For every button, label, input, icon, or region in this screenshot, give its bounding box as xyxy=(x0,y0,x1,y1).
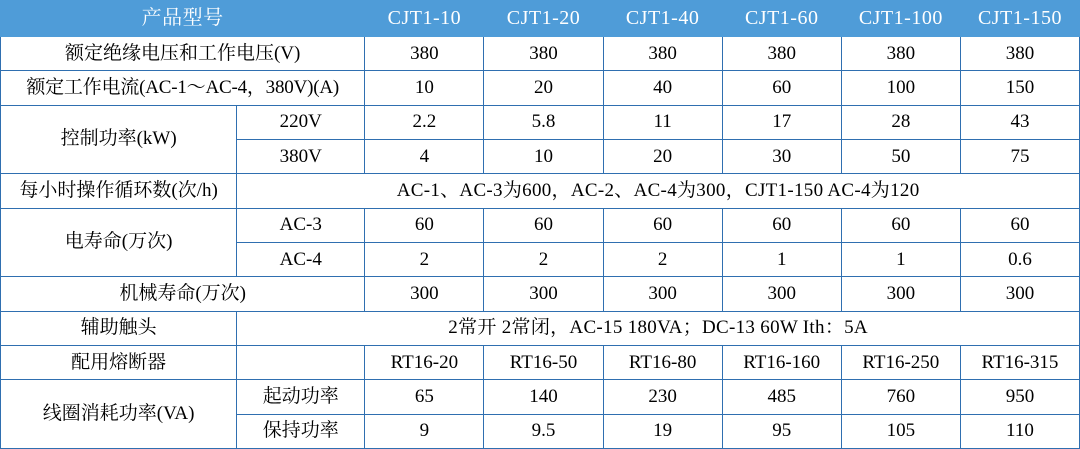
cell-value: 60 xyxy=(365,208,484,242)
cell-value: 110 xyxy=(960,414,1079,448)
cell-value: RT16-160 xyxy=(722,345,841,379)
row-label-fuse: 配用熔断器 xyxy=(1,345,237,379)
cell-value: 380 xyxy=(603,36,722,70)
cell-value: 230 xyxy=(603,380,722,414)
cell-value: 10 xyxy=(365,71,484,105)
sub-label-ac4: AC-4 xyxy=(237,242,365,276)
cell-value: 4 xyxy=(365,139,484,173)
cell-value: 40 xyxy=(603,71,722,105)
cell-value: 60 xyxy=(722,208,841,242)
sub-label-holding-power: 保持功率 xyxy=(237,414,365,448)
cell-value: 19 xyxy=(603,414,722,448)
header-title: 产品型号 xyxy=(1,1,365,37)
sub-label-starting-power: 起动功率 xyxy=(237,380,365,414)
cell-value: 9.5 xyxy=(484,414,603,448)
cell-value: 140 xyxy=(484,380,603,414)
sub-label-380v: 380V xyxy=(237,139,365,173)
cell-value: 1 xyxy=(841,242,960,276)
row-label-electrical-life: 电寿命(万次) xyxy=(1,208,237,277)
header-model-4: CJT1-60 xyxy=(722,1,841,37)
header-model-5: CJT1-100 xyxy=(841,1,960,37)
cell-value: 0.6 xyxy=(960,242,1079,276)
cell-value: 95 xyxy=(722,414,841,448)
cell-value: 2 xyxy=(603,242,722,276)
header-model-6: CJT1-150 xyxy=(960,1,1079,37)
cell-value: 11 xyxy=(603,105,722,139)
table-row xyxy=(1,71,1080,105)
cell-value: 50 xyxy=(841,139,960,173)
cell-value: 1 xyxy=(722,242,841,276)
cell-value: 20 xyxy=(484,71,603,105)
cell-value: RT16-50 xyxy=(484,345,603,379)
cell-value: 17 xyxy=(722,105,841,139)
cell-value: RT16-315 xyxy=(960,345,1079,379)
row-label-coil-power: 线圈消耗功率(VA) xyxy=(1,380,237,449)
table-row xyxy=(1,36,1080,70)
row-note-auxiliary-contacts: 2常开 2常闭，AC-15 180VA；DC-13 60W Ith：5A xyxy=(237,311,1080,345)
cell-value: 75 xyxy=(960,139,1079,173)
cell-value: 30 xyxy=(722,139,841,173)
cell-value: 300 xyxy=(365,277,484,311)
cell-empty xyxy=(237,345,365,379)
cell-value: RT16-250 xyxy=(841,345,960,379)
cell-value: 2 xyxy=(484,242,603,276)
cell-value: 60 xyxy=(484,208,603,242)
header-model-1: CJT1-10 xyxy=(365,1,484,37)
cell-value: 60 xyxy=(603,208,722,242)
cell-value: 60 xyxy=(960,208,1079,242)
cell-value: 100 xyxy=(841,71,960,105)
row-label-auxiliary-contacts: 辅助触头 xyxy=(1,311,237,345)
cell-value: 300 xyxy=(722,277,841,311)
table-row xyxy=(1,311,1080,345)
cell-value: RT16-80 xyxy=(603,345,722,379)
cell-value: 380 xyxy=(841,36,960,70)
cell-value: RT16-20 xyxy=(365,345,484,379)
sub-label-220v: 220V xyxy=(237,105,365,139)
cell-value: 760 xyxy=(841,380,960,414)
row-label-rated-voltage: 额定绝缘电压和工作电压(V) xyxy=(1,36,365,70)
cell-value: 65 xyxy=(365,380,484,414)
table-row xyxy=(1,380,1080,414)
cell-value: 380 xyxy=(960,36,1079,70)
cell-value: 28 xyxy=(841,105,960,139)
cell-value: 5.8 xyxy=(484,105,603,139)
cell-value: 950 xyxy=(960,380,1079,414)
cell-value: 300 xyxy=(841,277,960,311)
cell-value: 380 xyxy=(365,36,484,70)
row-label-mechanical-life: 机械寿命(万次) xyxy=(1,277,365,311)
row-note-operating-cycles: AC-1、AC-3为600，AC-2、AC-4为300，CJT1-150 AC-4为120 xyxy=(237,174,1080,208)
cell-value: 380 xyxy=(484,36,603,70)
cell-value: 150 xyxy=(960,71,1079,105)
row-label-operating-cycles: 每小时操作循环数(次/h) xyxy=(1,174,237,208)
table-row xyxy=(1,345,1080,379)
cell-value: 43 xyxy=(960,105,1079,139)
cell-value: 10 xyxy=(484,139,603,173)
cell-value: 485 xyxy=(722,380,841,414)
table-row xyxy=(1,277,1080,311)
cell-value: 20 xyxy=(603,139,722,173)
table-row xyxy=(1,174,1080,208)
cell-value: 300 xyxy=(960,277,1079,311)
row-label-rated-current: 额定工作电流(AC-1～AC-4，380V)(A) xyxy=(1,71,365,105)
sub-label-ac3: AC-3 xyxy=(237,208,365,242)
cell-value: 60 xyxy=(722,71,841,105)
cell-value: 60 xyxy=(841,208,960,242)
cell-value: 300 xyxy=(484,277,603,311)
row-label-control-power: 控制功率(kW) xyxy=(1,105,237,174)
table-row xyxy=(1,105,1080,139)
cell-value: 9 xyxy=(365,414,484,448)
cell-value: 2 xyxy=(365,242,484,276)
cell-value: 380 xyxy=(722,36,841,70)
cell-value: 105 xyxy=(841,414,960,448)
table-row xyxy=(1,208,1080,242)
header-model-3: CJT1-40 xyxy=(603,1,722,37)
header-model-2: CJT1-20 xyxy=(484,1,603,37)
cell-value: 2.2 xyxy=(365,105,484,139)
cell-value: 300 xyxy=(603,277,722,311)
table-header-row xyxy=(1,1,1080,37)
